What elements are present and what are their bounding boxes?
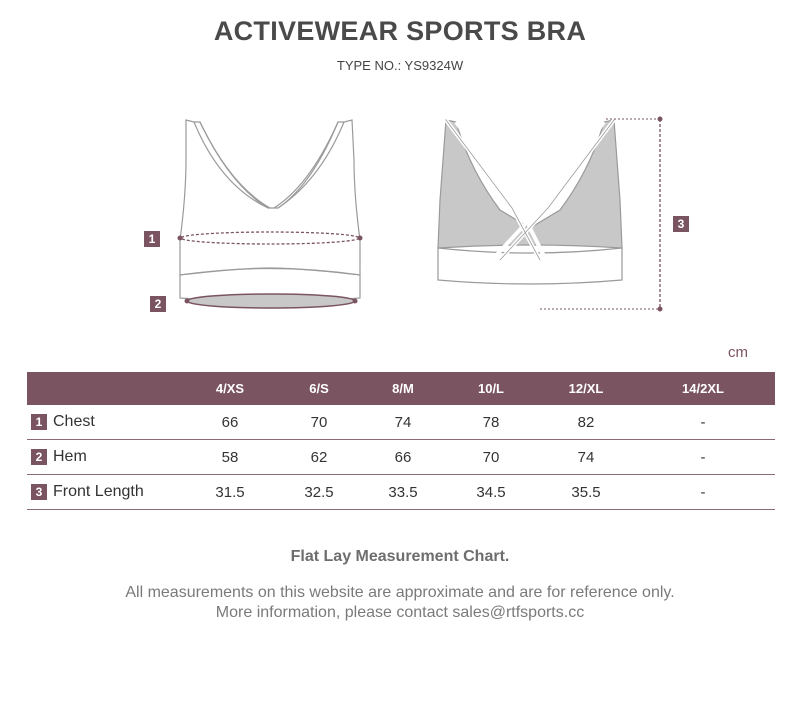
- garment-diagram: [0, 100, 800, 330]
- hem-marker: 2: [150, 296, 166, 312]
- table-cell: 70: [441, 440, 541, 475]
- column-header: 14/2XL: [682, 381, 724, 396]
- column-header: 12/XL: [568, 381, 604, 396]
- measurement-label: [27, 440, 187, 475]
- table-row: [27, 475, 775, 510]
- table-cell: 62: [273, 440, 365, 475]
- front-view-bra: [180, 120, 360, 302]
- column-header: 10/L: [477, 381, 504, 396]
- table-cell: 74: [541, 440, 631, 475]
- column-header: 8/M: [392, 381, 414, 396]
- unit-label: cm: [728, 344, 748, 361]
- row-number-badge: 2: [31, 449, 47, 465]
- disclaimer-line: All measurements on this website are approximate and are for reference only.: [125, 584, 675, 601]
- table-cell: 34.5: [441, 475, 541, 510]
- table-cell: -: [631, 405, 775, 440]
- measurement-name: Chest: [53, 413, 95, 431]
- back-view-bra: [438, 120, 622, 284]
- table-cell: 66: [187, 405, 273, 440]
- table-row: [27, 440, 775, 475]
- disclaimer: [0, 583, 800, 623]
- measurement-label: [27, 475, 187, 510]
- hem-measure-line: [187, 294, 355, 308]
- page-title: ACTIVEWEAR SPORTS BRA: [213, 16, 587, 46]
- row-number-badge: 3: [31, 484, 47, 500]
- table-cell: -: [631, 440, 775, 475]
- table-cell: 78: [441, 405, 541, 440]
- row-number-badge: 1: [31, 414, 47, 430]
- table-header-row: [27, 372, 775, 405]
- type-number: TYPE NO.: YS9324W: [336, 58, 464, 73]
- column-header: 6/S: [309, 381, 329, 396]
- measurement-name: Front Length: [53, 483, 144, 501]
- table-cell: 31.5: [187, 475, 273, 510]
- table-cell: 70: [273, 405, 365, 440]
- table-cell: 66: [365, 440, 441, 475]
- table-row: [27, 405, 775, 440]
- size-table: [27, 372, 775, 510]
- table-cell: 32.5: [273, 475, 365, 510]
- table-cell: 82: [541, 405, 631, 440]
- table-cell: 35.5: [541, 475, 631, 510]
- table-cell: 33.5: [365, 475, 441, 510]
- table-cell: -: [631, 475, 775, 510]
- column-header: 4/XS: [215, 381, 245, 396]
- chart-caption: Flat Lay Measurement Chart.: [290, 548, 510, 565]
- table-cell: 58: [187, 440, 273, 475]
- chest-marker: 1: [144, 231, 160, 247]
- table-cell: 74: [365, 405, 441, 440]
- contact-line: More information, please contact sales@rtfsports.cc: [215, 604, 585, 621]
- bra-illustrations: [0, 100, 800, 330]
- column-header: [27, 372, 187, 405]
- measurement-label: [27, 405, 187, 440]
- measurement-name: Hem: [53, 448, 87, 466]
- front-length-marker: 3: [673, 216, 689, 232]
